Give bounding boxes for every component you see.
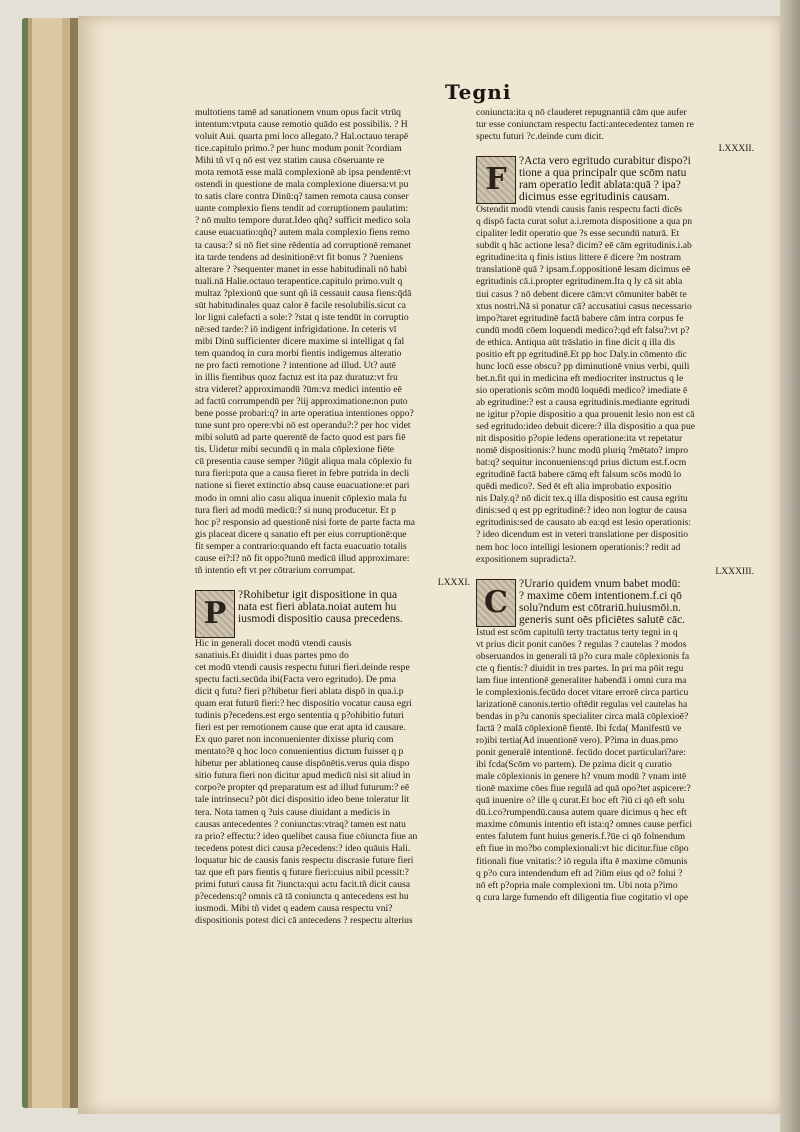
initial-text-block <box>519 578 754 627</box>
text-line: ? nō multo tempore durat.Ideo qñq? sufficit medico sola <box>195 215 411 227</box>
text-line: tudinis p?ecedens.est ergo sententia q p?ohibitio futuri <box>195 710 404 722</box>
text-line: mota remotā esse malā complexionē ab ipsa pendentē:vt <box>195 167 412 179</box>
text-line: Istud est scōm capitulū terty tractatus terty tegni in q <box>476 626 678 638</box>
text-line: natione si fieret extinctio absq cause euacuatione:et pari <box>195 480 410 492</box>
text-line: tera. Nota tamen q ?uis cause diuidant a medicis in <box>195 806 391 818</box>
text-line: corpo?e propter qd preparatum est ad illud futurum:? eē <box>195 782 410 794</box>
text-line: p?ecedens:q? omnis cā tā coniuncta q antecedens est hu <box>195 890 409 902</box>
text-line: dicit q futu? fieri p?hibetur fieri ablata dispō in qua.i.p <box>195 686 404 698</box>
decorated-initial-paragraph <box>476 155 754 204</box>
text-line: lam fiue intentionē generaliter habendā i omni cura ma <box>476 674 687 686</box>
text-line: sed egritudo:ideo debuit dicere:? illa dispositio a qua pue <box>476 421 695 433</box>
text-line: nē:sed tarde:? iō indigent infrigidatione. In ceteris vī <box>195 323 397 335</box>
text-line: in illis fientibus quoz factuz est ita paz duratuz:vt fru <box>195 372 398 384</box>
text-line: egritudinē factā babere cāmq eft falsum scōs modū lo <box>476 469 682 481</box>
text-line: cause euacuatio:qñq? autem mala complexio fiens remo <box>195 227 410 239</box>
text-line: tura fieri:puta que a causa fieret in febre putrida in decli <box>195 468 410 480</box>
text-line: lor ligni calefacti a sole:? ?stat q iste tendūt in corruptio <box>195 311 409 323</box>
text-line: ne igitur p?opie dispositio a qua prouenit lesio non est cā <box>476 408 695 420</box>
text-line: subdit q hāc actione lesa? dicim? eē cām egritudinis.i.ab <box>476 240 692 252</box>
text-line: sūt habitudinales quaz calor ē facile resolubilis.sicut ca <box>195 299 406 311</box>
text-line: translationē quā ? ipsam.f.oppositionē lesam dicimus eē <box>476 264 691 276</box>
text-line: nem hoc loco intelligi lesionem operationis:? redit ad <box>476 541 681 553</box>
text-line: egritudinis cā.i.propter egritudinem.Ita q ly cā sit abla <box>476 276 683 288</box>
initial-text-block <box>519 155 754 204</box>
text-line: alterare ? ?sequenter manet in esse habitudinali nō habi <box>195 263 408 275</box>
text-line: loquatur hic de causis fanis respectu discrasie future fieri <box>195 854 414 866</box>
text-line: gis placeat dicere q sanatio eft per eius corruptionē:que <box>195 528 407 540</box>
text-line: tem quandoq in cura morbi fientis indigemus alteratio <box>195 347 402 359</box>
text-line: ad factū corrumpendū per ?iij approximatione:non puto <box>195 396 408 408</box>
text-line: intentum:vtputa cause remotio quādo est possibilis. ? H <box>195 119 408 131</box>
text-line: impo?taret egritudinē factā babere cām intra corpus fe <box>476 312 684 324</box>
text-line: bene posse probari:q? in arte operatiua intentiones oppo? <box>195 408 414 420</box>
text-line: ita tarde tendens ad desinitionē:vt fit bonus ? ?ueniens <box>195 251 403 263</box>
text-line: bat:q? sequitur inconueniens:qd prius dictum est.f.ocm <box>476 457 687 469</box>
text-line: fit semper a contrario:quando eft facta euacuatio totalis <box>195 540 407 552</box>
text-line: bendas in p?u canonis specialiter circa malā cōplexioē? <box>476 710 689 722</box>
text-line: cause ei?:l? nō fit oppo?tunū medicū illud approximare: <box>195 552 410 564</box>
text-line: cet modū vtendi causis respectu futuri fieri.deinde respe <box>195 661 410 673</box>
text-line: ab egritudine:? est a causa egritudinis.mediante egritudi <box>476 396 690 408</box>
text-line: sio operationis scōm modū loquēdi medico? imediate ē <box>476 384 688 396</box>
text-line: uante complexio fiens tendit ad corruptionem paulatim: <box>195 203 409 215</box>
text-line: tale intrinsecu? pōt dici dispositio ideo bene toleratur lit <box>195 794 410 806</box>
text-line: quā inuenire o? ille q curat.Et boc eft ?iū ci qō eft solu <box>476 795 685 807</box>
text-line: to satis clare contra Dinū:q? tamen remota causa conser <box>195 191 409 203</box>
text-line: cundū modū cōem loquendi medico?:qd eft falsu?:vt p? <box>476 324 690 336</box>
text-line: tura fieri ad modū medicū:? si nunq producetur. Et p <box>195 504 396 516</box>
text-line: dinis:sed q est pp egritudinē:? ideo non logtur de causa <box>476 505 687 517</box>
text-line: ostendi in questione de mala complexione diuersa:vt pu <box>195 179 409 191</box>
text-line: fitionali fiue vnitatis:? iō regula ifta ē maxime cōmunis <box>476 855 688 867</box>
text-line: generis sunt oēs pficiētes salutē cāc. <box>519 613 686 626</box>
text-line: multotiens tamē ad sanationem vnum opus facit vtrūq <box>195 107 401 118</box>
decorated-initial-letter: F <box>476 156 516 204</box>
text-line: tuali.nā Halie.octauo terapentice.capitulo primo.vult q <box>195 275 403 287</box>
text-line: q p?o cura intendendum eft ad ?iūm eius qd o? folui ? <box>476 867 683 879</box>
text-line: egritudine:ita q finis istius littere ē dicere ?m nostram <box>476 252 682 264</box>
text-line: fieri est per remotionem cause que erat apta id causare. <box>195 722 406 734</box>
text-line: ibi fcda(Scōm vo partem). De pzima dicit q curatio <box>476 759 672 771</box>
text-line: cū presentia cause semper ?iūgit aliqua mala cōplexio fu <box>195 456 412 468</box>
text-line: Ex quo paret non inconuenienter dixisse pluriq com <box>195 734 394 746</box>
book-page-edges <box>22 18 82 1108</box>
text-line: quam erat futurū fieri:? hec dispositio vocatur causa egri <box>195 698 412 710</box>
text-line: ?Urario quidem vnum babet modū: <box>519 577 681 590</box>
text-line: primi futuri causa fit ?iuncta:qui actu facit.tñ dicit causa <box>195 878 410 890</box>
text-line: nō eft p?opria male complexioni tm. Ubi nota p?imo <box>476 879 678 891</box>
text-line: expositionem supradicta?. <box>476 553 577 565</box>
text-line: tiui casus ? nō debent dicere cām:vt cōmuniter babēt te <box>476 288 687 300</box>
text-line: solu?ndum est cōtrariū.huiusmōi.n. <box>519 601 681 614</box>
text-line: iusmodi dispositio causa precedens. <box>238 612 403 625</box>
text-line: ?Acta vero egritudo curabitur dispo?i <box>519 155 691 168</box>
right-column <box>476 107 754 904</box>
left-column <box>195 107 470 927</box>
text-line: le complexionis.fecūdo docet vitare errorē circa particu <box>476 686 689 698</box>
text-line: nomē dispositionis:? hunc modū pluriq ?mētato? impro <box>476 445 689 457</box>
text-line: sitio futura fieri non dicitur apud medicū nisi sit aliud in <box>195 770 411 782</box>
decorated-initial-paragraph <box>195 589 470 638</box>
text-line: ra prio? effectu:? ideo quelibet causa fiue cōiuncta fiue an <box>195 830 418 842</box>
decorated-initial-letter: P <box>195 590 235 638</box>
text-line: q dispō facta curat solut a.i.remota dispositione a qua pn <box>476 216 693 228</box>
text-line: de ethica. Antiqua aūt trāslatio in fine dicit q illa dis <box>476 336 676 348</box>
text-line: stra videret? approximandū ?ūm:vz medici intentio eē <box>195 384 402 396</box>
text-line: maxime cōmunis intentio eft ista:q? omnes cause perfici <box>476 819 693 831</box>
text-line: Hic in generali docet modū vtendi causis <box>195 637 352 649</box>
text-line: voluit Aui. quarta pmi loco allegato.? Hal.octauo terapē <box>195 131 409 143</box>
text-line: tur esse coniunctam respectu facti:antecedentez tamen re <box>476 119 694 131</box>
text-line: spectu facti.secūda ibi(Facta vero egritudo). De pma <box>195 674 396 686</box>
text-line: ta causa:? si nō fiet sine rēdentia ad corruptionē remanet <box>195 239 412 251</box>
text-line: larizationē canonis.tertio oftēdit regulas vel cautelas ha <box>476 698 688 710</box>
text-line: ro)ibi tertia(Ad inuentionē vero). P?ima in duas.pmo <box>476 735 678 747</box>
initial-text-block <box>238 589 470 638</box>
running-head: Tegni <box>445 80 512 104</box>
text-line: tis. Uidetur mibi secundū q in mala cōplexione fiēte <box>195 444 395 456</box>
text-line: ? ideo dicendum est in veteri translatione per dispositio <box>476 529 689 541</box>
text-line: modo in omni alio casu aliqua inuenit cōplexio mala fu <box>195 492 407 504</box>
text-line: ponit generalē intentionē. fecūdo docet particulari?are: <box>476 747 686 759</box>
text-line: dū.i.co?rumpendū.causa autem quare dicimus q hec eft <box>476 807 687 819</box>
text-line: nit dispositio p?opie ledens operatione:ita vt repetatur <box>476 433 683 445</box>
text-line: obseruandos in generali tā p?o cura male cōplexionis fa <box>476 650 690 662</box>
text-line: eft fiue in mo?bo complexionali:vt hic dicitur.fiue cōpo <box>476 843 689 855</box>
text-line: hoc p? responsio ad questionē nisi forte de parte facta ma <box>195 516 416 528</box>
text-line: Mihi tñ vī q nō est vez statim causa cōseruante re <box>195 155 385 167</box>
text-line: spectu futuri ?c.deinde cum dicit. <box>476 131 604 143</box>
text-line: tñ intentio eft vt per cōtrarium corrumpat. <box>195 564 356 576</box>
text-line: positio eft pp egritudinē.Et pp hoc Daly.in cōmento dic <box>476 348 687 360</box>
text-line: taz que eft pars fientis q future fieri:cuius nibil pcessit:? <box>195 866 409 878</box>
chapter-number: LXXXIII. <box>715 565 754 577</box>
text-line: mentato?ē q hoc loco conuenientius dictum fuisset q p <box>195 746 404 758</box>
text-line: male cōplexionis in genere h? vnum modū ? vnam intē <box>476 771 687 783</box>
text-line: multaz ?plexionū que sunt qñ iā cessauit causa fiens:q̄dā <box>195 287 412 299</box>
decorated-initial-letter: C <box>476 579 516 627</box>
text-line: hunc locū esse obscu? pp diminutionē vnius verbi, quili <box>476 360 690 372</box>
text-line: mibi Dinū sufficienter dicere maxime si intelligat q fal <box>195 335 405 347</box>
text-line: cipaliter ledit operatio que ?s esse secundū naturā. Et <box>476 228 680 240</box>
text-line: vt prius dicit ponit canōes ? regulas ? cautelas ? modos <box>476 638 687 650</box>
text-line: ?Rohibetur igit dispositione in qua <box>238 588 398 601</box>
text-line: tecedens potest dici causa p?ecedens:? ideo quāuis Hali. <box>195 842 411 854</box>
text-line: sanatiuis.Et diuidit i duas partes pmo do <box>195 649 349 661</box>
text-line: hibetur per ablationeq cause dispōnētis.verus quia dispo <box>195 758 410 770</box>
text-line: tune sunt pro opere:vbi nō est operandu?:? per hoc videt <box>195 420 411 432</box>
text-line: Ostendit modū vtendi causis fanis respectu facti dicēs <box>476 204 682 216</box>
chapter-number: LXXXI. <box>437 576 470 588</box>
text-line: causas antecedentes ? coniunctas:vtraq? tamen est natu <box>195 818 406 830</box>
text-line: mibi solutū ad parte querentē de facto quod est pars fiē <box>195 432 406 444</box>
text-line: egritudinis:sed de causato ab ea:qd est lesio operationis: <box>476 517 692 529</box>
text-line: quēdi medico?. Sed ēt eft alia improbatio expositio <box>476 481 672 493</box>
facing-page-edge <box>780 0 800 1132</box>
text-line: xtus nostri.Nā si ponatur cā? accusatiui casus necessario <box>476 300 692 312</box>
text-line: iusmodi. Mibi tñ videt q eadem causa respectu vni? <box>195 902 393 914</box>
decorated-initial-paragraph <box>476 578 754 627</box>
text-line: ram operatio ledit ablata:quā ? ipa? <box>519 179 681 192</box>
chapter-number: LXXXII. <box>718 143 754 155</box>
text-line: tice.capitulo primo.? per hunc modum ponit ?cordiam <box>195 143 402 155</box>
text-line: tione a qua principalr que scōm natu <box>519 167 687 180</box>
text-line: ne pro facti remotione ? intentione ad illud. Ut? autē <box>195 359 396 371</box>
text-line: bet.n.fit qui in medicina eft mediocriter instructus q le <box>476 372 684 384</box>
text-line: q cura large fumendo eft diligentia fiue cogitatio vl ope <box>476 891 689 903</box>
text-line: dispositionis potest dici cā antecedens ? respectu alterius <box>195 914 413 926</box>
text-line: dicimus esse egritudinis causam. <box>519 191 670 204</box>
text-line: entes falutem funt huius generis.f.?ūe ci qō folnendum <box>476 831 686 843</box>
text-line: nata est fieri ablata.noiat autem hu <box>238 600 397 613</box>
text-line: tionē maxime cōes fiue regulā ad quā opo?tet aspicere:? <box>476 783 691 795</box>
text-line: factā ? malā cōplexionē fientē. Ibi fcda( Manifestū ve <box>476 723 682 735</box>
text-line: coniuncta:ita q nō clauderet repugnantiā cām que aufer <box>476 107 687 118</box>
text-line: cte q fientis:? diuidit in tres partes. In pri ma pōit regu <box>476 662 684 674</box>
text-line: ? maxime cōem intentionem.f.ci qō <box>519 589 682 602</box>
text-line: nis Daly.q? nō dicit tex.q illa dispositio est causa egritu <box>476 493 688 505</box>
